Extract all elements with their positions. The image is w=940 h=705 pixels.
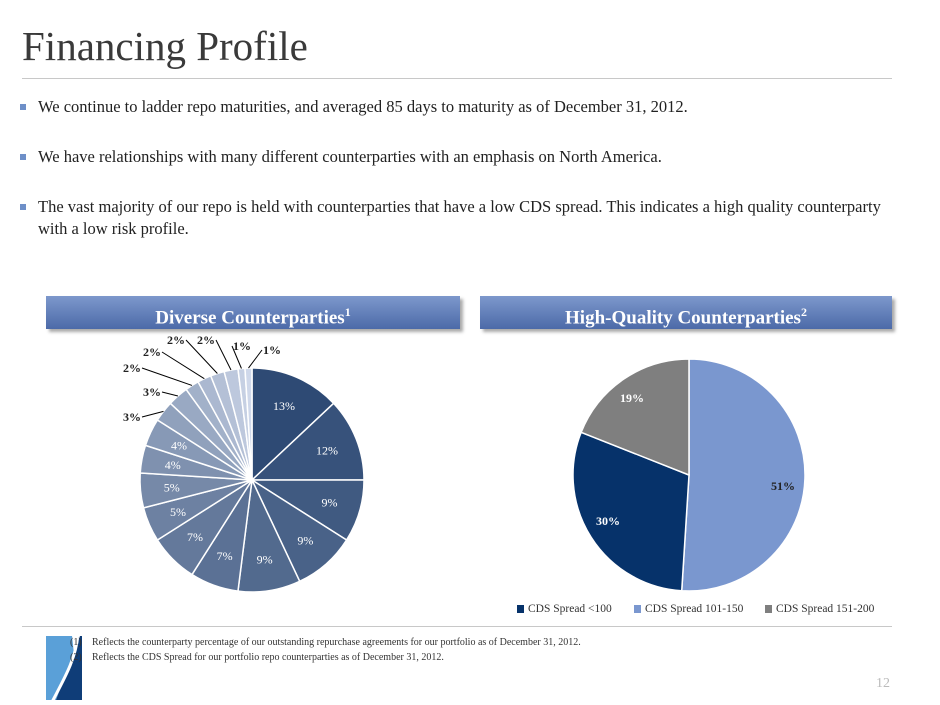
leader-line (216, 340, 231, 370)
pie-data-label: 7% (216, 548, 233, 563)
footnote-num: (1) (70, 637, 82, 648)
bullet-text: The vast majority of our repo is held with counterparties that have a low CDS spread. This indicates a high quality counterparty with a low risk profile. (38, 197, 881, 238)
footnote-num: (2) (70, 652, 82, 663)
pie-data-label: 1% (233, 339, 251, 353)
pie-data-label: 9% (297, 533, 314, 548)
leader-line (162, 352, 204, 379)
legend-swatch (517, 605, 524, 613)
bullet-text: We continue to ladder repo maturities, and averaged 85 days to maturity as of December 31, 2012. (38, 97, 688, 116)
pie-data-label: 3% (143, 385, 161, 399)
pie-data-label: 51% (771, 479, 795, 493)
legend-item (517, 603, 612, 615)
pie-data-label: 2% (143, 345, 161, 359)
pie-data-label: 19% (620, 391, 644, 405)
pie-slice (682, 359, 805, 591)
pie-data-label: 4% (171, 438, 188, 453)
legend-label: CDS Spread 151-200 (776, 603, 875, 615)
pie-data-label: 2% (167, 333, 185, 347)
leader-line (162, 392, 178, 396)
footnote-text: Reflects the counterparty percentage of our outstanding repurchase agreements for our portfolio as of December 31, 2012. (92, 637, 581, 648)
footnote-text: Reflects the CDS Spread for our portfolio repo counterparties as of December 31, 2012. (92, 652, 444, 663)
pie-data-label: 1% (263, 343, 281, 357)
header-text: Diverse Counterparties (155, 307, 345, 329)
header-sup: 2 (800, 305, 807, 319)
bullet-text: We have relationships with many different counterparties with an emphasis on North America. (38, 147, 662, 166)
legend-swatch (634, 605, 641, 613)
header-text: High-Quality Counterparties (565, 307, 801, 329)
pie-data-label: 9% (321, 495, 338, 510)
pie-data-label: 2% (197, 333, 215, 347)
footnote-1 (70, 636, 581, 649)
pie-data-label: 5% (163, 480, 180, 495)
pie-data-label: 9% (256, 552, 273, 567)
page-number: 12 (876, 676, 890, 691)
pie-data-label: 13% (273, 398, 296, 413)
legend-label: CDS Spread <100 (528, 603, 612, 615)
pie-data-label: 5% (169, 505, 186, 520)
pie-data-label: 3% (123, 410, 141, 424)
footnote-2 (70, 651, 444, 664)
header-sup: 1 (344, 305, 351, 319)
pie-data-label: 4% (164, 457, 181, 472)
pie-data-label: 12% (315, 443, 338, 458)
legend-item (634, 603, 743, 615)
legend-label: CDS Spread 101-150 (645, 603, 744, 615)
pie-data-label: 30% (596, 514, 620, 528)
leader-line (142, 368, 192, 385)
pie-data-label: 7% (186, 530, 203, 545)
footer-divider (22, 626, 892, 627)
legend-item (765, 603, 874, 615)
page-title: Financing Profile (22, 23, 308, 69)
legend-swatch (765, 605, 772, 613)
pie-data-label: 2% (123, 361, 141, 375)
